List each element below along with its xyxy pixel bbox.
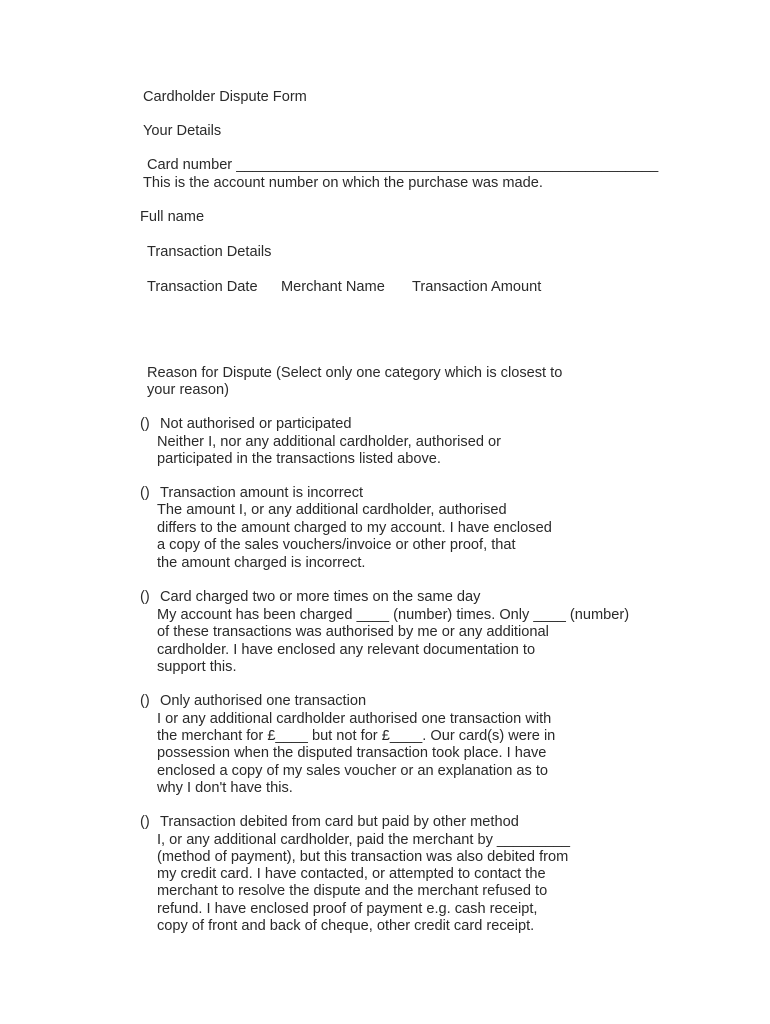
- option-body-line: copy of front and back of cheque, other credit card receipt.: [157, 918, 535, 934]
- option-title: Only authorised one transaction: [160, 693, 367, 709]
- full-name-field[interactable]: Full name: [140, 209, 205, 225]
- option-radio[interactable]: (): [140, 814, 150, 830]
- option-body-line: The amount I, or any additional cardholder, authorised: [157, 502, 507, 518]
- form-title: Cardholder Dispute Form: [143, 89, 307, 105]
- column-transaction-date: Transaction Date: [147, 279, 258, 295]
- option-body-line: support this.: [157, 659, 237, 675]
- column-transaction-amount: Transaction Amount: [412, 279, 542, 295]
- option-title: Not authorised or participated: [160, 416, 352, 432]
- option-radio[interactable]: (): [140, 589, 150, 605]
- option-body-line: differs to the amount charged to my account. I have enclosed: [157, 520, 552, 536]
- your-details-heading: Your Details: [143, 123, 222, 139]
- transaction-details-heading: Transaction Details: [147, 244, 272, 260]
- option-body-line: I or any additional cardholder authorised one transaction with: [157, 711, 552, 727]
- option-radio[interactable]: (): [140, 416, 150, 432]
- reason-heading: Reason for Dispute (Select only one category which is closest to: [147, 365, 563, 381]
- option-body-line: of these transactions was authorised by me or any additional: [157, 624, 549, 640]
- option-body-line: cardholder. I have enclosed any relevant documentation to: [157, 642, 536, 658]
- option-body-line: Neither I, nor any additional cardholder, authorised or: [157, 434, 501, 450]
- option-body-line: the amount charged is incorrect.: [157, 555, 366, 571]
- card-number-help: This is the account number on which the purchase was made.: [143, 175, 543, 191]
- option-body-line: enclosed a copy of my sales voucher or an explanation as to: [157, 763, 549, 779]
- option-body-line: refund. I have enclosed proof of payment e.g. cash receipt,: [157, 901, 538, 917]
- option-body-line: I, or any additional cardholder, paid the merchant by _________: [157, 832, 570, 848]
- option-body-line: My account has been charged ____ (number) times. Only ____ (number): [157, 607, 630, 623]
- option-body-line: my credit card. I have contacted, or attempted to contact the: [157, 866, 546, 882]
- option-body-line: the merchant for £____ but not for £____. Our card(s) were in: [157, 728, 556, 744]
- option-body-line: a copy of the sales vouchers/invoice or other proof, that: [157, 537, 516, 553]
- option-title: Card charged two or more times on the same day: [160, 589, 481, 605]
- column-merchant-name: Merchant Name: [281, 279, 385, 295]
- option-body-line: (method of payment), but this transaction was also debited from: [157, 849, 569, 865]
- option-title: Transaction amount is incorrect: [160, 485, 364, 501]
- option-title: Transaction debited from card but paid by other method: [160, 814, 519, 830]
- option-body-line: merchant to resolve the dispute and the merchant refused to: [157, 883, 548, 899]
- option-radio[interactable]: (): [140, 485, 150, 501]
- card-number-field[interactable]: Card number ____________________________________________________: [147, 157, 659, 173]
- option-body-line: participated in the transactions listed above.: [157, 451, 441, 467]
- option-body-line: why I don't have this.: [157, 780, 293, 796]
- reason-heading: your reason): [147, 382, 229, 398]
- option-body-line: possession when the disputed transaction took place. I have: [157, 745, 547, 761]
- option-radio[interactable]: (): [140, 693, 150, 709]
